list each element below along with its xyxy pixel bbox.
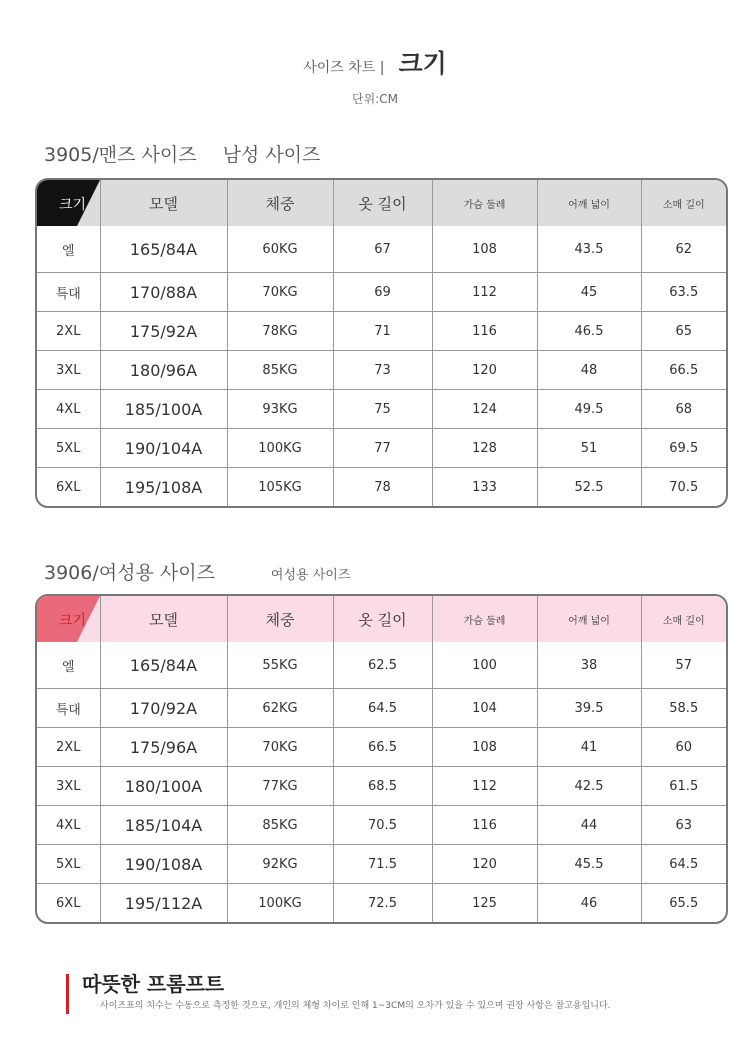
model-cell: 180/100A	[100, 767, 227, 806]
table-row	[37, 884, 726, 923]
table-row	[37, 468, 726, 507]
shoulder-cell: 46	[537, 884, 641, 923]
sleeve-cell: 70.5	[641, 468, 726, 507]
sleeve-cell: 63.5	[641, 273, 726, 312]
chest-cell: 108	[432, 226, 537, 273]
table-row	[37, 767, 726, 806]
shoulder-cell: 38	[537, 642, 641, 689]
weight-cell: 105KG	[227, 468, 333, 507]
chest-cell: 120	[432, 845, 537, 884]
sleeve-cell: 58.5	[641, 689, 726, 728]
size-cell: 3XL	[37, 351, 100, 390]
table-row	[37, 273, 726, 312]
sleeve-cell: 64.5	[641, 845, 726, 884]
size-cell: 3XL	[37, 767, 100, 806]
model-cell: 170/88A	[100, 273, 227, 312]
size-cell: 6XL	[37, 884, 100, 923]
chart-header	[0, 44, 750, 107]
length-cell: 62.5	[333, 642, 432, 689]
chest-cell: 116	[432, 312, 537, 351]
length-cell: 77	[333, 429, 432, 468]
size-cell: 엘	[37, 642, 100, 689]
weight-cell: 70KG	[227, 728, 333, 767]
chest-cell: 112	[432, 273, 537, 312]
length-cell: 72.5	[333, 884, 432, 923]
accent-bar	[66, 974, 69, 1014]
men-model-column-header: 모델	[100, 180, 227, 226]
chest-cell: 112	[432, 767, 537, 806]
shoulder-cell: 41	[537, 728, 641, 767]
unit-label: 단위:CM	[352, 92, 398, 106]
table-row	[37, 642, 726, 689]
size-cell: 2XL	[37, 728, 100, 767]
men-section-subtitle: 남성 사이즈	[222, 144, 321, 166]
model-cell: 175/96A	[100, 728, 227, 767]
chest-cell: 100	[432, 642, 537, 689]
men-size-table	[35, 178, 728, 508]
women-size-column-header: 크기	[37, 596, 100, 642]
shoulder-cell: 46.5	[537, 312, 641, 351]
chest-cell: 125	[432, 884, 537, 923]
length-cell: 78	[333, 468, 432, 507]
weight-cell: 93KG	[227, 390, 333, 429]
shoulder-cell: 52.5	[537, 468, 641, 507]
women-weight-column-header: 체중	[227, 596, 333, 642]
size-cell: 5XL	[37, 845, 100, 884]
weight-cell: 100KG	[227, 884, 333, 923]
men-header-row	[37, 180, 726, 226]
length-cell: 71	[333, 312, 432, 351]
sleeve-cell: 66.5	[641, 351, 726, 390]
women-size-table	[35, 594, 728, 924]
weight-cell: 62KG	[227, 689, 333, 728]
women-chest-column-header: 가슴 둘레	[432, 596, 537, 642]
weight-cell: 78KG	[227, 312, 333, 351]
women-sleeve-column-header: 소매 길이	[641, 596, 726, 642]
chest-cell: 108	[432, 728, 537, 767]
chart-label: 사이즈 차트 |	[303, 60, 385, 76]
sleeve-cell: 62	[641, 226, 726, 273]
model-cell: 190/104A	[100, 429, 227, 468]
size-cell: 5XL	[37, 429, 100, 468]
men-shoulder-column-header: 어깨 넓이	[537, 180, 641, 226]
weight-cell: 85KG	[227, 351, 333, 390]
women-model-column-header: 모델	[100, 596, 227, 642]
table-row	[37, 845, 726, 884]
men-chest-column-header: 가슴 둘레	[432, 180, 537, 226]
men-section-title: 3905/맨즈 사이즈 남성 사이즈	[44, 144, 321, 166]
shoulder-cell: 48	[537, 351, 641, 390]
length-cell: 75	[333, 390, 432, 429]
length-cell: 66.5	[333, 728, 432, 767]
model-cell: 190/108A	[100, 845, 227, 884]
table-row	[37, 728, 726, 767]
size-cell: 4XL	[37, 806, 100, 845]
sleeve-cell: 63	[641, 806, 726, 845]
model-cell: 195/112A	[100, 884, 227, 923]
model-cell: 175/92A	[100, 312, 227, 351]
length-cell: 67	[333, 226, 432, 273]
size-cell: 6XL	[37, 468, 100, 507]
women-header-row	[37, 596, 726, 642]
shoulder-cell: 45.5	[537, 845, 641, 884]
warm-tip-title: 따뜻한 프롬프트	[82, 972, 225, 996]
weight-cell: 60KG	[227, 226, 333, 273]
women-length-column-header: 옷 길이	[333, 596, 432, 642]
table-row	[37, 351, 726, 390]
chest-cell: 120	[432, 351, 537, 390]
size-cell: 엘	[37, 226, 100, 273]
model-cell: 165/84A	[100, 642, 227, 689]
women-shoulder-column-header: 어깨 넓이	[537, 596, 641, 642]
model-cell: 180/96A	[100, 351, 227, 390]
sleeve-cell: 60	[641, 728, 726, 767]
table-row	[37, 806, 726, 845]
shoulder-cell: 45	[537, 273, 641, 312]
weight-cell: 70KG	[227, 273, 333, 312]
size-cell: 특대	[37, 689, 100, 728]
length-cell: 64.5	[333, 689, 432, 728]
table-row	[37, 226, 726, 273]
size-cell: 특대	[37, 273, 100, 312]
sleeve-cell: 57	[641, 642, 726, 689]
shoulder-cell: 39.5	[537, 689, 641, 728]
men-length-column-header: 옷 길이	[333, 180, 432, 226]
model-cell: 165/84A	[100, 226, 227, 273]
women-section-title: 3906/여성용 사이즈 여성용 사이즈	[44, 562, 351, 584]
table-row	[37, 429, 726, 468]
men-size-column-header: 크기	[37, 180, 100, 226]
shoulder-cell: 49.5	[537, 390, 641, 429]
chest-cell: 104	[432, 689, 537, 728]
sleeve-cell: 69.5	[641, 429, 726, 468]
length-cell: 73	[333, 351, 432, 390]
model-cell: 195/108A	[100, 468, 227, 507]
length-cell: 71.5	[333, 845, 432, 884]
men-sleeve-column-header: 소매 길이	[641, 180, 726, 226]
chest-cell: 116	[432, 806, 537, 845]
shoulder-cell: 51	[537, 429, 641, 468]
weight-cell: 77KG	[227, 767, 333, 806]
weight-cell: 55KG	[227, 642, 333, 689]
chest-cell: 124	[432, 390, 537, 429]
weight-cell: 92KG	[227, 845, 333, 884]
sleeve-cell: 65	[641, 312, 726, 351]
chest-cell: 133	[432, 468, 537, 507]
size-cell: 4XL	[37, 390, 100, 429]
table-row	[37, 390, 726, 429]
model-cell: 170/92A	[100, 689, 227, 728]
chart-title: 크기	[398, 49, 447, 78]
women-section-subtitle: 여성용 사이즈	[270, 568, 351, 583]
table-row	[37, 312, 726, 351]
length-cell: 70.5	[333, 806, 432, 845]
shoulder-cell: 43.5	[537, 226, 641, 273]
shoulder-cell: 42.5	[537, 767, 641, 806]
sleeve-cell: 61.5	[641, 767, 726, 806]
size-cell: 2XL	[37, 312, 100, 351]
weight-cell: 100KG	[227, 429, 333, 468]
men-weight-column-header: 체중	[227, 180, 333, 226]
sleeve-cell: 68	[641, 390, 726, 429]
table-row	[37, 689, 726, 728]
model-cell: 185/104A	[100, 806, 227, 845]
shoulder-cell: 44	[537, 806, 641, 845]
chest-cell: 128	[432, 429, 537, 468]
model-cell: 185/100A	[100, 390, 227, 429]
weight-cell: 85KG	[227, 806, 333, 845]
sleeve-cell: 65.5	[641, 884, 726, 923]
length-cell: 68.5	[333, 767, 432, 806]
length-cell: 69	[333, 273, 432, 312]
warm-tip-note: 사이즈표의 치수는 수동으로 측정한 것으로, 개인의 체형 차이로 인해 1~3CM의 오차가 있을 수 있으며 권장 사항은 참고용입니다.	[100, 1001, 611, 1011]
